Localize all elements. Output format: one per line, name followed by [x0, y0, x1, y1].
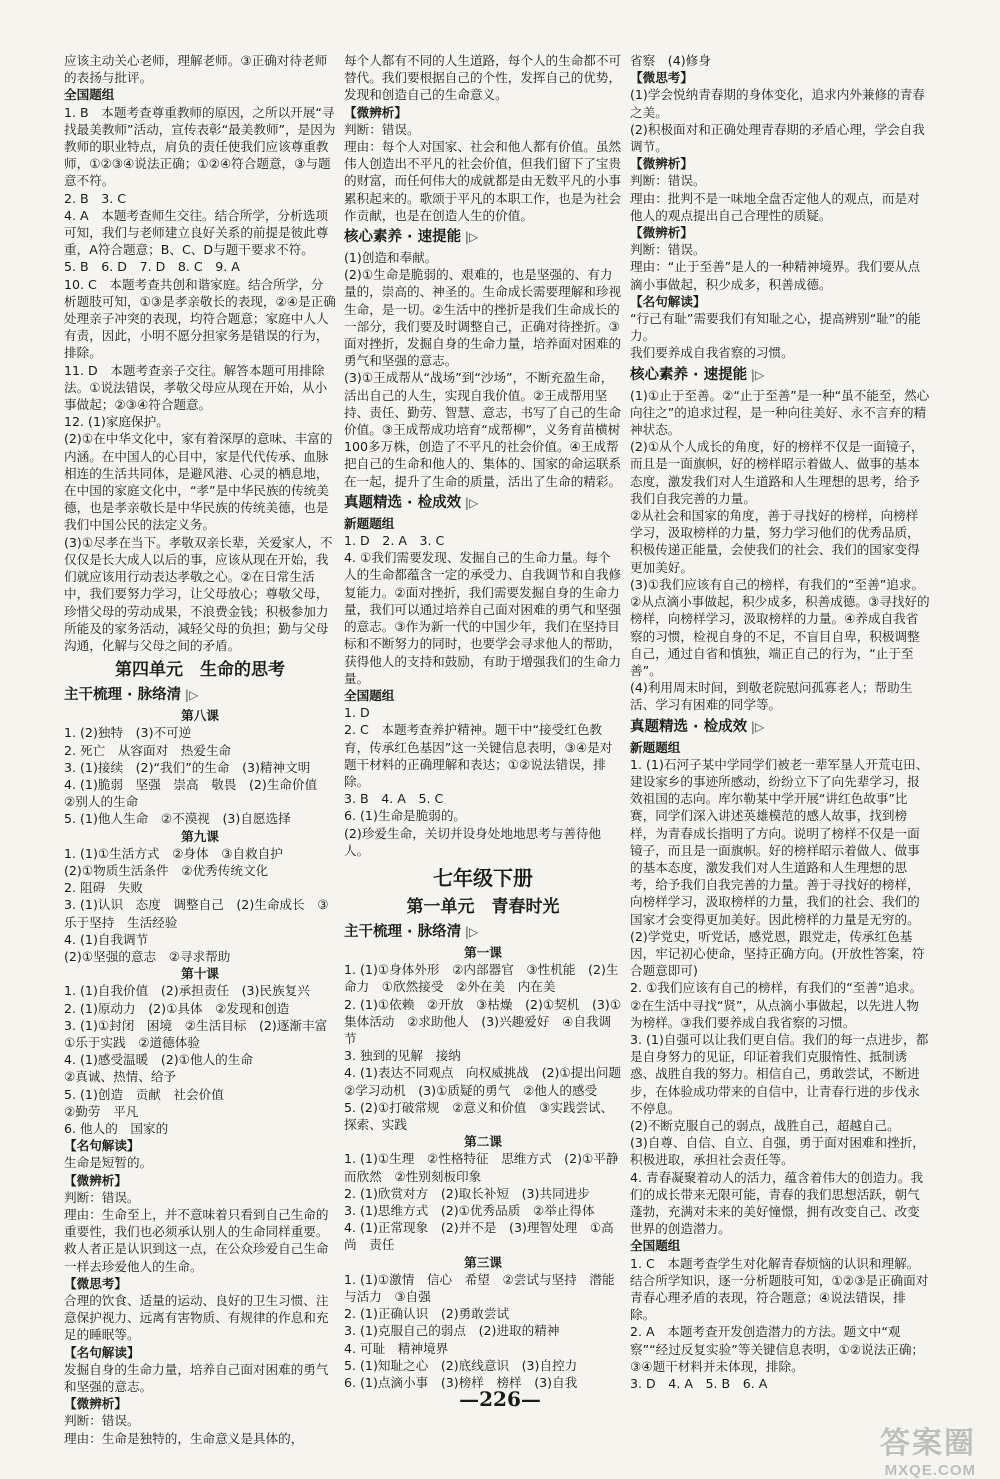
answer-line: (2)积极面对和正确处理青春期的矛盾心理，学会自我调节。 [630, 121, 925, 155]
section-label: 【微辨析】 [64, 1396, 127, 1412]
answer-line: 2. C 本题考查养护精神。题干中“接受红色教育，传承红色基因”这一关键信息表明，③④是对题干材料的正确理解和表达；①②说法错误，排除。 [344, 722, 613, 789]
lesson-title: 第一课 [464, 944, 502, 960]
answer-line: 3. (1)①封闭 困境 ②生活目标 (2)逐渐丰富 ①乐于实践 ②道德体验 [64, 1017, 340, 1050]
answer-line: 2. (1)①依赖 ②开放 ③枯燥 (2)①契机 (3)①集体活动 ②求助他人 (3)兴趣爱好 ④自我调节 [344, 996, 622, 1046]
answer-line: 5. (1)创造 贡献 社会价值 [64, 1086, 224, 1102]
column-left [64, 52, 340, 1447]
section-heading: 真题精选 · 检成效 |▷ [344, 494, 479, 511]
answer-line: 3. (1)自强可以让我们更自信。我们的每一点进步，都是自身努力的见证，印证着我们克服惰性、抵制诱惑、战胜自我的努力。相信自己，勇敢尝试，不断进步，在体验成功带来的自信中，让青春行进的步伐永不停息。 [630, 1031, 929, 1116]
answer-line: 5. (1)知耻之心 (2)底线意识 (3)自控力 [344, 1357, 578, 1373]
answer-line: 判断：错误。 [64, 1413, 140, 1429]
answer-line: 2. (1)原动力 (2)①具体 ②发现和创造 [64, 1000, 290, 1016]
answer-line: 2. (1)欣赏对方 (2)取长补短 (3)共同进步 [344, 1185, 590, 1201]
watermark [880, 1418, 976, 1479]
answer-line: 理由：“止于至善”是人的一种精神境界。我们要从点滴小事做起，积少成多，积善成德。 [630, 259, 921, 292]
answer-line: 省察 (4)修身 [630, 53, 711, 68]
answer-line: 3. (1)接续 (2)“我们”的生命 (3)精神文明 [64, 759, 311, 775]
section-label: 全国题组 [630, 1238, 681, 1254]
answer-line: (1)学会悦纳青春期的身体变化，追求内外兼修的青春之美。 [630, 87, 925, 120]
section-label: 新题题组 [630, 739, 681, 755]
answer-line: ②勤劳 平凡 [64, 1103, 139, 1119]
section-label: 【名句解读】 [64, 1344, 140, 1360]
section-label: 【微辨析】 [344, 104, 407, 120]
section-heading: 核心素养 · 速提能 |▷ [344, 229, 479, 246]
section-label: 【微辨析】 [630, 156, 693, 172]
answer-line: (2)①生命是脆弱的、艰难的，也是坚强的、有力量的，崇高的、神圣的。生命成长需要理解和珍视生命，是一切。②生活中的挫折是我们生命成长的一部分，我们要及时调整自己，正确对待挫折。③面对挫折，发掘自身的生命力量，培养面对困难的勇气和坚强的意志。 [344, 267, 622, 369]
answer-line: 我们要养成自我省察的习惯。 [630, 345, 794, 361]
answer-line: 1. D 2. A 3. C [344, 533, 445, 549]
answer-line: ②从社会和国家的角度，善于寻找好的榜样，向榜样学习，汲取榜样的力量，努力学习他们的优秀品质，积极传递正能量，会使我们的社会、我们的国家变得更加美好。 [630, 508, 920, 575]
answer-line: 发掘自身的生命力量，培养自己面对困难的勇气和坚强的意志。 [64, 1361, 329, 1395]
answer-line: 3. B 4. A 5. C [344, 791, 444, 807]
answer-line: (3)①尽孝在当下。孝敬双亲长辈，关爱家人，不仅仅是长大成人以后的事，应该从现在开始，我们就应该用行动表达孝敬之心。②在日常生活中，我们要努力学习，让父母放心；尊敬父母，珍惜父母的劳动成果，不浪费金钱；积极参加力所能及的家务活动，减轻父母的负担；勤与父母沟通，化解与父母之间的矛盾。 [64, 534, 333, 653]
column-right [630, 52, 930, 1392]
answer-line: (2)①坚强的意志 ②寻求帮助 [64, 948, 231, 964]
answer-line: 2. A 本题考查开发创造潜力的方法。题文中“观察”“经过反复实验”等关键信息表明，①②说法正确；③④题干材料并未体现，排除。 [630, 1324, 925, 1374]
answer-line: 4. 可耻 精神境界 [344, 1340, 449, 1356]
answer-line: (4)利用周末时间，到敬老院慰问孤寡老人；帮助生活、学习有困难的同学等。 [630, 680, 913, 713]
answer-line: 5. (1)他人生命 ②不漠视 (3)自愿选择 [64, 811, 291, 827]
answer-line: (2)珍爱生命，关切并设身处地地思考与善待他人。 [344, 825, 602, 858]
answer-line: 1. (1)①生活方式 ②身体 ③自救自护 [64, 845, 283, 861]
answer-line: 2. B 3. C [64, 190, 127, 206]
answer-line: 5. (2)①打破常规 ②意义和价值 ③实践尝试、探索、实践 [344, 1099, 614, 1132]
section-heading: 真题精选 · 检成效 |▷ [630, 718, 765, 735]
answer-line: ②真诚、热情、给予 [64, 1069, 177, 1085]
answer-line: (2)不断克服自己的弱点，战胜自己，超越自己。 [630, 1117, 900, 1133]
answer-line: 理由：生命至上，并不意味着只看到自己生命的重要性，我们也必须承认别人的生命同样重要。救人者正是认识到这一点，在公众珍爱自己生命一样去珍爱他人的生命。 [64, 1207, 329, 1274]
answer-line: 4. (1)正常现象 (2)并不是 (3)理智处理 ①高尚 责任 [344, 1220, 614, 1253]
answer-line: 4. (1)感受温暖 (2)①他人的生命 [64, 1052, 253, 1068]
arrow-icon: |▷ [461, 924, 479, 939]
watermark-logo: 答案圈 [880, 1427, 976, 1460]
answer-line: 1. (1)自我价值 (2)承担责任 (3)民族复兴 [64, 983, 310, 999]
answer-line: 4. A 本题考查师生交往。结合所学，分析选项可知，我们与老师建立良好关系的前提是彼此尊重，A符合题意；B、C、D与题干要求不符。 [64, 207, 329, 258]
answer-line: 5. B 6. D 7. D 8. C 9. A [64, 259, 240, 275]
answer-line: 判断：错误。 [630, 242, 706, 258]
answer-line: 1. B 本题考查尊重教师的原因，之所以开展“寻找最美教师”活动，宣传表彰“最美教师”，是因为教师的职业特点，肩负的责任使我们应该尊重教师，①②③④说法正确；①②④符合题意，③与题意不符。 [64, 104, 336, 189]
answer-line: 6. (1)点滴小事 (3)榜样 榜样 (3)自我 [344, 1375, 578, 1391]
answer-line: 理由：批判不是一味地全盘否定他人的观点，而是对他人的观点提出自己合理性的质疑。 [630, 190, 920, 223]
section-heading: 主干梳理 · 脉络清 |▷ [64, 687, 199, 704]
section-label: 【微思考】 [630, 70, 693, 86]
lesson-title: 第九课 [181, 828, 219, 844]
section-label: 【微思考】 [64, 1275, 127, 1291]
section-label: 全国题组 [344, 687, 395, 703]
answer-line: 1. (1)①生理 ②性格特征 思维方式 (2)①平静而欣然 ②性别刻板印象 [344, 1151, 619, 1184]
section-label: 全国题组 [64, 87, 115, 103]
answer-line: 1. (1)①身体外形 ②内部器官 ③性机能 (2)生命力 ①欣然接受 ②外在美 内在美 [344, 962, 619, 995]
answer-line: (3)①我们应该有自己的榜样，有我们的“至善”追求。②从点滴小事做起，积少成多，积善成德。③寻找好的榜样，向榜样学习，汲取榜样的力量。④养成自我省察的习惯，检视自身的不足，不盲目自卑，积极调整自己，通过自省和慎独，端正自己的行为，“止于至善”。 [630, 576, 930, 678]
answer-line: 3. (1)思维方式 (2)①优秀品质 ②举止得体 [344, 1202, 595, 1218]
answer-line: (3)①王成帮从“战场”到“沙场”，不断充盈生命，活出自己的人生，实现自我价值。②王成帮用坚持、责任、勤劳、智慧、意志，书写了自己的生命价值。③王成帮成功培育“成帮柳”，义务育苗横树100多万株，创造了不平凡的社会价值。④王成帮把自己的生命和他人的、集体的、国家的命运联系在一起，提升了生命的质量，活出了生命的精彩。 [344, 370, 622, 489]
answer-line: 12. (1)家庭保护。 [64, 414, 169, 430]
arrow-icon: |▷ [461, 230, 479, 245]
answer-line: 1. C 本题考查学生对化解青春烦恼的认识和理解。结合所学知识，逐一分析题肢可知，①②③是正确面对青春心理矛盾的表现，符合题意；④说法错误，排除。 [630, 1255, 929, 1323]
answer-line: 1. D [344, 705, 370, 721]
answer-line: 1. (1)石河子某中学同学们被老一辈军垦人开荒屯田、建设家乡的事迹所感动，纷纷立下了向先辈学习，报效祖国的志向。库尔勒某中学开展“讲红色故事”比赛，同学们深入讲述英雄模范的感人故事，找到榜样，为青春成长指明了方向。说明了榜样不仅是一面镜子，而且是一面旗帜。好的榜样昭示着做人、做事的基本态度，激发我们对人生道路和人生理想的思考，给予我们自我完善的力量。善于寻找好的榜样，向榜样学习，汲取榜样的力量，我们的社会、我们的国家才会变得更加美好。因此榜样的力量是无穷的。 [630, 756, 929, 927]
answer-line: 2. (1)正确认识 (2)勇敢尝试 [344, 1306, 510, 1322]
watermark-url: MXQE.COM [884, 1462, 976, 1479]
unit-title: 第一单元 青春时光 [406, 896, 560, 917]
answer-line: 4. (1)表达不同观点 向权威挑战 (2)①提出问题 ②学习动机 (3)①质疑的勇气 ②他人的感受 [344, 1065, 634, 1098]
answer-line: 4. (1)自我调节 [64, 931, 149, 947]
answer-line: 判断：错误。 [64, 1189, 140, 1205]
answer-line: (3)自尊、自信、自立、自强，勇于面对困难和挫折，积极进取，承担社会责任等。 [630, 1135, 925, 1168]
answer-line: (2)①物质生活条件 ②优秀传统文化 [64, 862, 269, 878]
section-label: 【微辨析】 [630, 225, 693, 241]
answer-line: 每个人都有不同的人生道路，每个人的生命都不可替代。我们要根据自己的个性，发挥自己的优势，发现和创造自己的生命意义。 [344, 53, 622, 103]
lesson-title: 第十课 [181, 966, 219, 982]
answer-line: “行己有耻”需要我们有知耻之心，提高辨别“耻”的能力。 [630, 311, 921, 344]
lesson-title: 第三课 [464, 1254, 502, 1270]
answer-line: 1. (1)①激情 信心 希望 ②尝试与坚持 潜能与活力 ③自强 [344, 1271, 615, 1304]
answer-line: 生命是短暂的。 [64, 1155, 153, 1171]
section-label: 【名句解读】 [64, 1138, 140, 1154]
answer-line: 2. 死亡 从容面对 热爱生命 [64, 742, 232, 758]
answer-line: 理由：每个人对国家、社会和他人都有价值。虽然伟人创造出不平凡的社会价值，但我们留下了宝贵的财富，而任何伟大的成就都是由无数平凡的小事累积起来的。歌颂于平凡的本职工作，也是为社会作贡献，也是在创造人生的价值。 [344, 139, 622, 223]
answer-line: 3. 独到的见解 接纳 [344, 1048, 461, 1064]
answer-line: 2. ①我们应该有自己的榜样，有我们的“至善”追求。②在生活中寻找“贤”，从点滴小事做起，以先进人物为榜样。③我们要养成自我省察的习惯。 [630, 980, 923, 1030]
answer-line: 11. D 本题考查亲子交往。解答本题可用排除法。①说法错误，孝敬父母应从现在开始，从小事做起；②③④符合题意。 [64, 362, 328, 413]
answer-line: 合理的饮食、适量的运动、良好的卫生习惯、注意保护视力、远离有害物质、有规律的作息和充足的睡眠等。 [64, 1293, 329, 1343]
arrow-icon: |▷ [461, 495, 479, 510]
section-label: 【微辨析】 [64, 1172, 127, 1188]
lesson-title: 第八课 [181, 708, 219, 724]
arrow-icon: |▷ [181, 688, 199, 703]
section-label: 新题题组 [344, 515, 395, 531]
answer-line: 10. C 本题考查共创和谐家庭。结合所学，分析题肢可知，①③是孝亲敬长的表现，②④是正确处理亲子冲突的表现，均符合题意；家庭中人人有责，因此，小明不愿分担家务是错误的行为，排除。 [64, 276, 336, 361]
answer-line: 1. (2)独特 (3)不可逆 [64, 725, 192, 741]
answer-line: 4. (1)脆弱 坚强 崇高 敬畏 (2)生命价值 ②别人的生命 [64, 776, 330, 810]
answer-line: 3. D 4. A 5. B 6. A [630, 1376, 768, 1392]
answer-line: 理由：生命是独特的，生命意义是具体的， [64, 1430, 304, 1446]
volume-title: 七年级下册 [433, 865, 533, 890]
answer-line: 3. (1)认识 态度 调整自己 (2)生命成长 ③乐于坚持 生活经验 [64, 897, 329, 930]
answer-line: (2)①从个人成长的角度，好的榜样不仅是一面镜子，而且是一面旗帜，好的榜样昭示着做人、做事的基本态度，激发我们对人生道路和人生理想的思考，给予我们自我完善的力量。 [630, 439, 924, 506]
arrow-icon: |▷ [747, 367, 765, 382]
answer-line: 2. 阻碍 失败 [64, 880, 143, 896]
arrow-icon: |▷ [747, 719, 765, 734]
answer-line: 6. 他人的 国家的 [64, 1120, 169, 1136]
answer-line: (1)①止于至善。②“止于至善”是一种“虽不能至，然心向往之”的追求过程，是一种向往美好、永不言弃的精神状态。 [630, 387, 930, 438]
answer-line: 判断：错误。 [344, 121, 420, 137]
answer-line: (1)创造和奉献。 [344, 250, 438, 266]
section-heading: 主干梳理 · 脉络清 |▷ [344, 923, 479, 940]
answer-line: 4. 青春凝聚着动人的活力，蕴含着伟大的创造力。我们的成长带来无限可能，青春的我们思想活跃，朝气蓬勃，充满对未来的美好憧憬，拥有改变自己、改变世界的创造潜力。 [630, 1169, 924, 1237]
section-heading: 核心素养 · 速提能 |▷ [630, 366, 765, 383]
answer-line: 6. (1)生命是脆弱的。 [344, 808, 467, 824]
page-number: —226— [459, 1387, 541, 1411]
answer-line: 4. ①我们需要发现、发掘自己的生命力量。每个人的生命都蕴含一定的承受力、自我调节和自我修复能力。②面对挫折，我们需要发掘自身的生命力量，我们可以通过培养自己面对困难的勇气和坚强的意志。③作为新一代的中国少年，我们在坚持目标和不断努力的同时，也要学会寻求他人的帮助，获得他人的支持和鼓励，有助于增强我们的生命力量。 [344, 550, 622, 686]
column-middle [344, 52, 634, 1391]
answer-line: (2)学党史，听党话，感党恩，跟党走，传承红色基因，牢记初心使命，坚持正确方向。(开放性答案，符合题意即可) [630, 928, 925, 979]
unit-title: 第四单元 生命的思考 [115, 660, 285, 681]
section-label: 【名句解读】 [630, 293, 706, 309]
answer-line: 判断：错误。 [630, 173, 706, 189]
lesson-title: 第二课 [464, 1134, 502, 1150]
answer-line: (2)①在中华文化中，家有着深厚的意味、丰富的内涵。在中国人的心目中，家是代代传承、血脉相连的生活共同体，是避风港、心灵的栖息地，在中国的家庭文化中，“孝”是中华民族的传统美德，也是孝亲敬长是中华民族的传统美德，也是我们中国公民的法定义务。 [64, 431, 333, 533]
answer-line: 3. (1)克服自己的弱点 (2)进取的精神 [344, 1323, 560, 1339]
answer-line: 应该主动关心老师，理解老师。③正确对待老师的表扬与批评。 [64, 53, 328, 86]
